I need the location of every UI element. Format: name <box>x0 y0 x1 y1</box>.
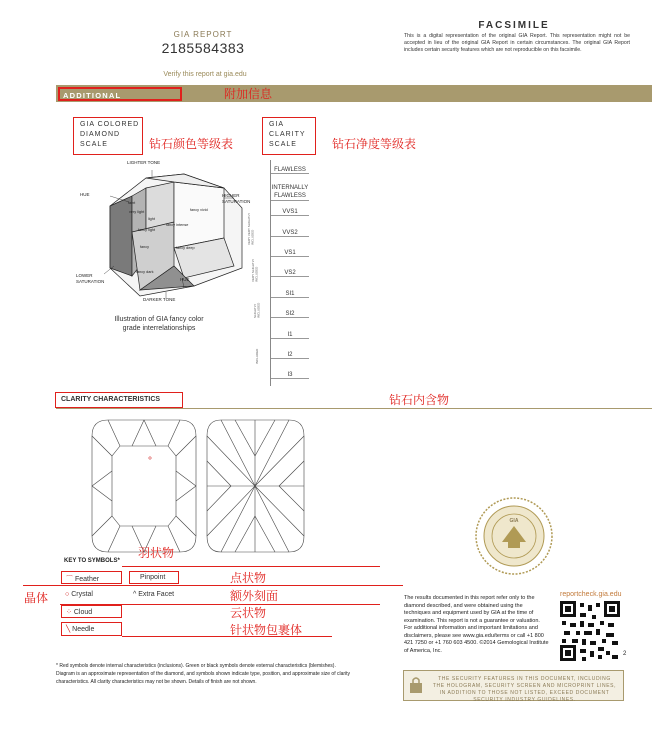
cloud-icon: ⁘ <box>66 609 72 616</box>
color-scale-line-1: GIA COLORED <box>80 121 140 128</box>
label-lighter-tone: LIGHTER TONE <box>127 160 161 165</box>
color-scale-title <box>73 117 143 155</box>
fancy-color-diagram <box>74 158 260 308</box>
cloud-cn-label: 云状物 <box>230 606 267 620</box>
color-scale-line-2: DIAMOND <box>80 131 121 138</box>
symbols-footnote: * Red symbols denote internal characteristics (inclusions). Green or black symbols denote external characteristics (blemishes). Diagram is an approximate representation of the diamond, and symbols shown indicate type, position, and approximate size of clarity characteristics. All clarity characteristics may not be shown. Details of finish are not shown. <box>56 663 351 685</box>
clarity-scale-title <box>262 117 316 155</box>
pavilion-view-plot <box>203 416 308 556</box>
needle-cn-label: 针状物包裹体 <box>230 623 303 637</box>
label-very-light: very light <box>129 210 145 214</box>
clarity-characteristics-label: CLARITY CHARACTERISTICS <box>55 392 183 408</box>
symbol-extra-facet <box>129 589 199 602</box>
key-to-symbols-title: KEY TO SYMBOLS* <box>64 558 120 564</box>
gia-seal-icon <box>474 496 554 576</box>
grade-vvs1: VVS1 <box>271 209 309 216</box>
grade-vs2: VS2 <box>271 270 309 277</box>
key-top-line <box>122 566 380 567</box>
side-label-i: INCLUDED <box>255 348 259 364</box>
symbol-pinpoint <box>129 571 179 584</box>
symbol-cloud <box>61 605 122 618</box>
side-label-vvs: VERY VERY SLIGHTLY INCLUDED <box>247 212 255 245</box>
lock-icon <box>409 676 423 694</box>
crown-view-plot <box>88 416 200 556</box>
symbol-crystal <box>61 589 122 602</box>
label-fancy: fancy <box>140 245 150 249</box>
grade-i2: I2 <box>271 352 309 359</box>
page-number: 2 <box>623 651 627 657</box>
extra-facet-cn-label: 额外刻面 <box>230 589 279 603</box>
facsimile-title: FACSIMILE <box>478 20 550 31</box>
label-higher-saturation: HIGHER SATURATION <box>222 193 251 204</box>
symbol-pinpoint-label: Pinpoint <box>140 574 166 581</box>
feather-cn-label: 羽状物 <box>138 546 175 560</box>
grade-internally-flawless: INTERNALLY FLAWLESS <box>271 185 309 199</box>
label-hue-bottom: HUE <box>180 277 190 282</box>
seal-text: GIA <box>509 518 519 524</box>
clarity-divider <box>56 408 652 409</box>
clarity-scale-line-1: GIA <box>269 121 285 128</box>
needle-icon: ╲ <box>66 626 71 633</box>
facsimile-notice: This is a digital representation of the original GIA Report. This representation might not be accepted in lieu of the original GIA Report in certain circumstances. The original GIA Report includes certain security features which are not reproducible on this facsimile. <box>404 33 630 53</box>
qr-code-icon[interactable] <box>560 601 620 661</box>
grade-vvs2: VVS2 <box>271 230 309 237</box>
grade-si2: SI2 <box>271 311 309 318</box>
color-diagram-caption-1: Illustration of GIA fancy color <box>114 316 204 323</box>
grade-i3: I3 <box>271 372 309 379</box>
symbol-needle <box>61 622 122 636</box>
side-label-vs: VERY SLIGHTLY INCLUDED <box>251 258 259 282</box>
results-disclaimer: The results documented in this report refer only to the diamond described, and were obtained using the techniques and equipment used by GIA at the time of examination. This report is not a guarantee or valuation. For additional information and important limitations and disclaimers, please see www.gia.edu/terms or call +1 800 421 7250 or +1 760 603 4500. ©2014 Gemological Institute of America, Inc. <box>404 595 549 654</box>
label-darker-tone: DARKER TONE <box>143 297 176 302</box>
color-diagram-caption-2: grade interrelationships <box>122 325 196 332</box>
crystal-icon: ○ <box>65 591 70 598</box>
symbol-crystal-label: Crystal <box>71 591 93 598</box>
feather-icon: ⌒ <box>66 576 73 583</box>
additional-info-label: ADDITIONAL INFORMATION <box>58 87 182 101</box>
reportcheck-link[interactable]: reportcheck.gia.edu <box>560 591 622 598</box>
label-hue-left: HUE <box>80 192 90 197</box>
crystal-cn-label: 晶体 <box>24 591 49 605</box>
additional-info-cn-label: 附加信息 <box>224 87 273 101</box>
symbol-needle-label: Needle <box>72 626 95 633</box>
grade-vs1: VS1 <box>271 250 309 257</box>
label-light: light <box>148 217 155 221</box>
pinpoint-cn-label: 点状物 <box>230 571 267 585</box>
side-label-si: SLIGHTLY INCLUDED <box>253 302 261 318</box>
key-bottom-line <box>122 636 332 637</box>
label-fancy-dark: fancy dark <box>136 270 154 274</box>
label-fancy-vivid: fancy vivid <box>190 208 208 212</box>
symbol-extra-facet-label: Extra Facet <box>138 591 175 598</box>
clarity-scale-line-2: CLARITY <box>269 131 306 138</box>
symbol-cloud-label: Cloud <box>73 609 93 616</box>
security-text: THE SECURITY FEATURES IN THIS DOCUMENT, INCLUDING THE HOLOGRAM, SECURITY SCREEN AND MICROPRINT LINES, IN ADDITION TO THOSE NOT LISTED, EXCEED DOCUMENT SECURITY INDUSTRY GUIDELINES. <box>432 676 617 703</box>
label-fancy-intense: fancy intense <box>166 223 189 227</box>
security-banner <box>403 670 624 701</box>
clarity-characteristics-cn-label: 钻石内含物 <box>389 393 450 407</box>
grade-flawless: FLAWLESS <box>271 167 309 174</box>
clarity-scale-line-3: SCALE <box>269 141 297 148</box>
color-scale-line-3: SCALE <box>80 141 108 148</box>
crystal-pointer-line <box>23 585 403 586</box>
label-fancy-deep: fancy deep <box>176 246 195 250</box>
label-fancy-light: fancy light <box>138 228 156 232</box>
color-scale-cn-label: 钻石颜色等级表 <box>149 137 234 151</box>
label-lower-saturation: LOWER SATURATION <box>76 273 105 284</box>
verify-link[interactable]: Verify this report at gia.edu <box>163 71 247 78</box>
extra-facet-icon: ^ <box>133 591 137 598</box>
grade-si1: SI1 <box>271 291 309 298</box>
symbol-feather <box>61 571 122 584</box>
grade-i1: I1 <box>271 332 309 339</box>
gia-report-label: GIA REPORT <box>173 30 233 39</box>
label-faint: faint <box>128 201 136 205</box>
report-number: 2185584383 <box>161 40 245 56</box>
symbol-feather-label: Feather <box>74 576 100 583</box>
clarity-scale-cn-label: 钻石净度等级表 <box>332 137 417 151</box>
